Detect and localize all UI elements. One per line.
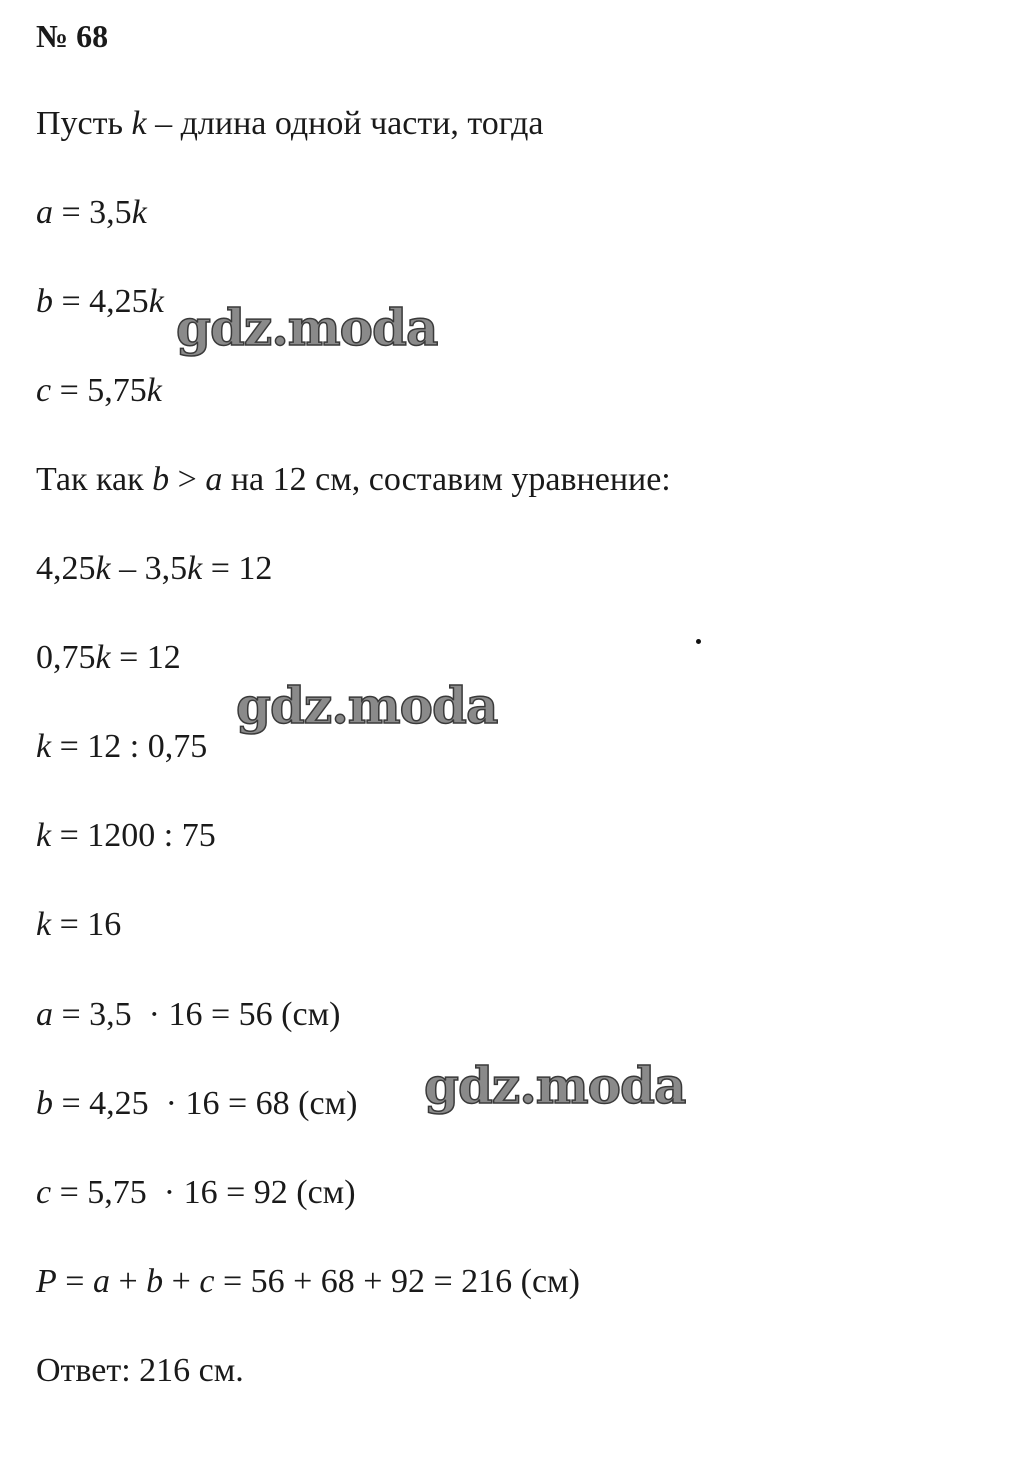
- watermark: gdz.moda: [424, 1056, 686, 1115]
- watermark: gdz.moda: [176, 298, 438, 357]
- solution-line-eq1: 4,25k – 3,5k = 12: [36, 550, 273, 587]
- answer-line: Ответ: 216 см.: [36, 1352, 244, 1389]
- solution-line-eq2: 0,75k = 12: [36, 639, 181, 676]
- solution-line-c-def: c = 5,75k: [36, 372, 162, 409]
- solution-line-since: Так как b > a на 12 см, составим уравнение:: [36, 461, 671, 498]
- solution-line-eq4: k = 1200 : 75: [36, 817, 216, 854]
- solution-line-a-calc: a = 3,5 · 16 = 56 (см): [36, 996, 341, 1033]
- solution-line-b-calc: b = 4,25 · 16 = 68 (см): [36, 1085, 358, 1122]
- solution-line-perimeter: P = a + b + c = 56 + 68 + 92 = 216 (см): [36, 1263, 580, 1300]
- solution-line-eq3: k = 12 : 0,75: [36, 728, 208, 765]
- solution-line-c-calc: c = 5,75 · 16 = 92 (см): [36, 1174, 356, 1211]
- solution-line-b-def: b = 4,25k: [36, 283, 164, 320]
- stray-dot: [696, 639, 701, 644]
- watermark: gdz.moda: [236, 676, 498, 735]
- solution-line-eq5: k = 16: [36, 906, 122, 943]
- solution-line-a-def: a = 3,5k: [36, 194, 147, 231]
- problem-title: № 68: [36, 18, 109, 54]
- solution-line-let: Пусть k – длина одной части, тогда: [36, 105, 544, 142]
